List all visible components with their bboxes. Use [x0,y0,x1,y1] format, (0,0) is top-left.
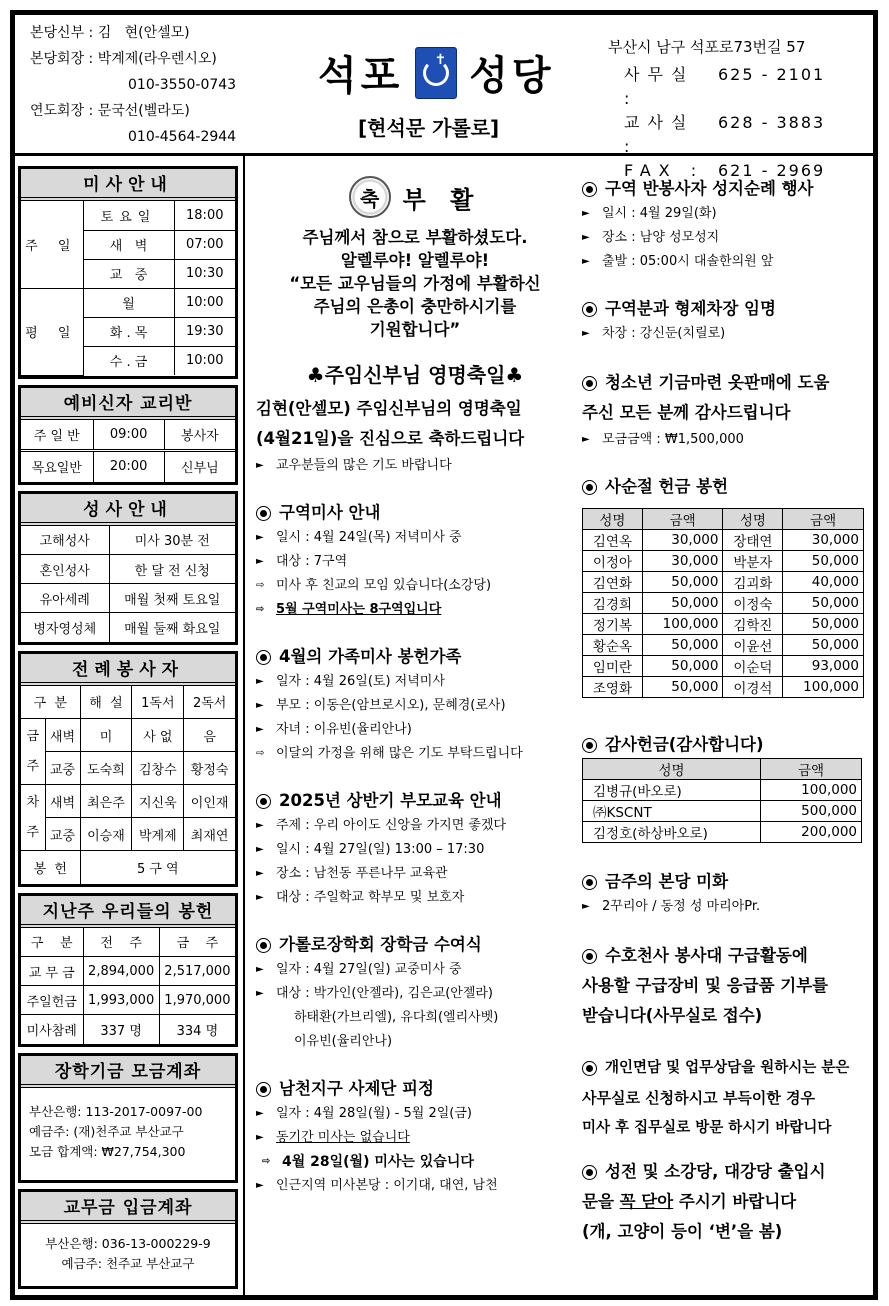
dues-account-details: 부산은행: 036-13-000229-9 예금주: 천주교 부산교구 [45,1235,211,1271]
appointment-section: 구역분과 형제차장 임명 ► 차장 : 강신둔(치릴로) [582,299,776,341]
left-column [18,166,238,1295]
thanks-offering-table: 성명 금액 김병규(바오로) 100,000 ㈜KSCNT 500,000 김정호(하상바오로) 200,000 [582,758,862,843]
bullet-circle-icon [256,506,271,521]
yeondo-phone: 010-4564-2944 [128,129,237,145]
bullet-circle-icon [256,650,271,665]
president-phone: 010-3550-0743 [128,77,237,93]
yeondo-president: 연도회장 : 문국선(벨라도) [30,103,190,119]
staff-info [30,20,236,150]
phone-fax: FAX : 621 - 2969 [624,161,826,180]
mass-schedule-title: 미사안내 [21,169,235,201]
offerings-title: 지난주 우리들의 봉헌 [21,896,235,928]
bulletin-header [14,14,874,180]
bullet-circle-icon [256,938,271,953]
catechumen-title: 예비신자 교리반 [21,388,235,420]
bullet-circle-icon [582,182,597,197]
feast-message: 김현(안셀모) 주임신부님의 영명축일 (4월21일)을 진심으로 축하드립니다 [256,399,525,448]
mass-schedule-table: 주 일 토요일 18:00 새 벽 07:00 교 중 10:30 평 일 월 10:00 화 . 목 19:30 수 . 금 10:00 [21,201,235,376]
title-right: 성당 [469,53,555,99]
feast-note: ► 교우분들의 많은 기도 바랍니다 [256,458,452,473]
lent-offering-section: 사순절 헌금 봉헌 성명 금액 성명 금액 김연옥 30,000 장태연 30,000 이정아 30,000 박분자 50,000 김연화 50,000 김괴화 40,000 김경희 50,000 이정숙 50,000 정기복 100,000 김학진 50,000 황순옥 50,000 이윤선 50,000 임미란 50,000 이순덕 93,000 조영화 50,000 이경석 100,000 [582,474,866,698]
middle-column [256,176,574,1198]
liturgy-servers-table: 구 분 해 설 1독서 2독서 금주 새벽 미 사 없 음 교중 도숙희 김창수 황정숙 차주 새벽 최은주 지신욱 이인재 교중 이승재 박계제 최재연 봉 헌 5 구 역 [21,686,235,884]
easter-heading: 축 부 활 [256,176,574,218]
dues-account-box [18,1189,238,1289]
liturgy-servers-box [18,651,238,887]
sacraments-table: 고해성사 미사 30분 전 혼인성사 한 달 전 신청 유아세례 매월 첫째 토요일 병자영성체 매월 둘째 화요일 [21,526,235,642]
bullet-circle-icon [582,875,597,890]
title-left: 석포 [318,53,404,99]
bullet-circle-icon [582,480,597,495]
consultation-section: 개인면담 및 업무상담을 원하시는 분은 사무실로 신청하시고 부득이한 경우 미사 후 집무실로 방문 하시기 바랍니다 [582,1060,850,1136]
mass-schedule-box [18,166,238,379]
address: 부산시 남구 석포로73번길 57 [608,38,806,56]
bullet-circle-icon [582,302,597,317]
youth-thanks-section: 청소년 기금마련 옷판매에 도움 주신 모든 분께 감사드립니다 ► 모금금액 : ₩1,500,000 [582,373,830,447]
arrow-right-icon: ⇨ [256,580,265,591]
bullet-circle-icon [582,738,597,753]
column-divider [243,156,245,1296]
offerings-box [18,893,238,1047]
guardian-angel-section: 수호천사 봉사대 구급활동에 사용할 구급장비 및 응급품 기부를 받습니다(사무실로 접수) [582,946,829,1025]
easter-message: 주님께서 참으로 부활하셨도다. 알렐루야! 알렐루야! “모든 교우님들의 가정에 부활하신 주님의 은총이 충만하시기를 기원합니다” [289,228,541,339]
district-mass-section: 구역미사 안내 ► 일시 : 4월 24일(목) 저녁미사 중 ► 대상 : 7구역 ⇨ 미사 후 친교의 모임 있습니다(소강당) ⇨ 5월 구역미사는 8구역입니다 [256,503,492,617]
lent-offering-table: 성명 금액 성명 금액 김연옥 30,000 장태연 30,000 이정아 30,000 박분자 50,000 김연화 50,000 김괴화 40,000 김경희 50,000 이정숙 50,000 정기복 100,000 김학진 50,000 황순옥 50,000 이윤선 50,000 임미란 50,000 이순덕 93,000 조영화 50,000 이경석 100,000 [582,508,864,698]
bullet-circle-icon [256,794,271,809]
priest-retreat-section: 남천지구 사제단 피정 ► 일자 : 4월 28일(월) - 5월 2일(금) ► 동기간 미사는 없습니다 ⇨ 4월 28일(월) 미사는 있습니다 ► 인근지역 미사본당 : 이기대, 대연, 남천 [256,1079,498,1193]
bullet-circle-icon [582,1165,597,1180]
bullet-circle-icon [582,376,597,391]
feast-title: ♣주임신부님 영명축일♣ [306,363,524,387]
scholarship-ceremony-section: 가롤로장학회 장학금 수여식 ► 일자 : 4월 27일(일) 교중미사 중 ► 대상 : 박가인(안젤라), 김은교(안젤라) 하태환(가브리엘), 유다희(엘리사벳) 이유빈(율리안나) [256,935,499,1049]
bullet-circle-icon [582,949,597,964]
flowers-section: 금주의 본당 미화 ► 2꾸리아 / 동정 성 마리아Pr. [582,872,761,914]
sacraments-box [18,491,238,645]
church-logo-icon: ✝ [415,47,457,99]
catechumen-box [18,385,238,485]
right-column [582,176,866,1247]
liturgy-servers-title: 전례봉사자 [21,654,235,686]
catechumen-table: 주 일 반 09:00 봉사자 목요일반 20:00 신부님 [21,420,235,482]
dues-account-title: 교무금 입금계좌 [21,1192,235,1224]
phone-office: 사무실 : 625 - 2101 [624,65,826,108]
bullet-circle-icon [582,1061,597,1076]
doors-notice-section: 성전 및 소강당, 대강당 출입시 문을 꼭 닫아 주시기 바랍니다 (개, 고양이 등이 ‘변’을 봄) [582,1162,826,1241]
family-mass-section: 4월의 가족미사 봉헌가족 ► 일자 : 4월 26일(토) 저녁미사 ► 부모 : 이동은(암브로시오), 문혜경(로사) ► 자녀 : 이유빈(율리안나) ⇨ 이달의 가정을 위해 많은 기도 부탁드립니다 [256,647,523,761]
phone-teachers: 교사실 : 628 - 3883 [624,113,826,156]
thanks-offering-section: 감사헌금(감사합니다) 성명 금액 김병규(바오로) 100,000 ㈜KSCNT 500,000 김정호(하상바오로) 200,000 [582,732,866,843]
pilgrimage-section: 구역 반봉사자 성지순례 행사 ► 일시 : 4월 29일(화) ► 장소 : 남양 성모성지 ► 출발 : 05:00시 대솔한의원 앞 [582,179,814,269]
celebration-badge-icon: 축 [349,176,391,218]
parent-education-section: 2025년 상반기 부모교육 안내 ► 주제 : 우리 아이도 신앙을 가지면 좋겠다 ► 일시 : 4월 27일(일) 13:00 – 17:30 ► 장소 : 남천동 푸른나무 교육관 ► 대상 : 주일학교 학부모 및 보호자 [256,791,507,905]
scholarship-account-details: 부산은행: 113-2017-0097-00 예금주: (재)천주교 부산교구 모금 합계액: ₩27,754,300 [29,1103,203,1159]
contact-info [608,36,825,183]
scholarship-account-box [18,1053,238,1183]
scholarship-account-title: 장학기금 모금계좌 [21,1056,235,1088]
church-title [318,44,555,101]
pastor: 본당신부 : 김 현(안셀모) [30,25,190,41]
sacraments-title: 성사안내 [21,494,235,526]
patron-subtitle: [현석문 가롤로] [358,116,500,140]
bullet-circle-icon [256,1082,271,1097]
president: 본당회장 : 박계제(라우렌시오) [30,51,217,67]
offerings-table: 구 분 전 주 금 주 교 무 금 2,894,000 2,517,000 주일헌금 1,993,000 1,970,000 미사참례 337 명 334 명 [21,928,235,1044]
